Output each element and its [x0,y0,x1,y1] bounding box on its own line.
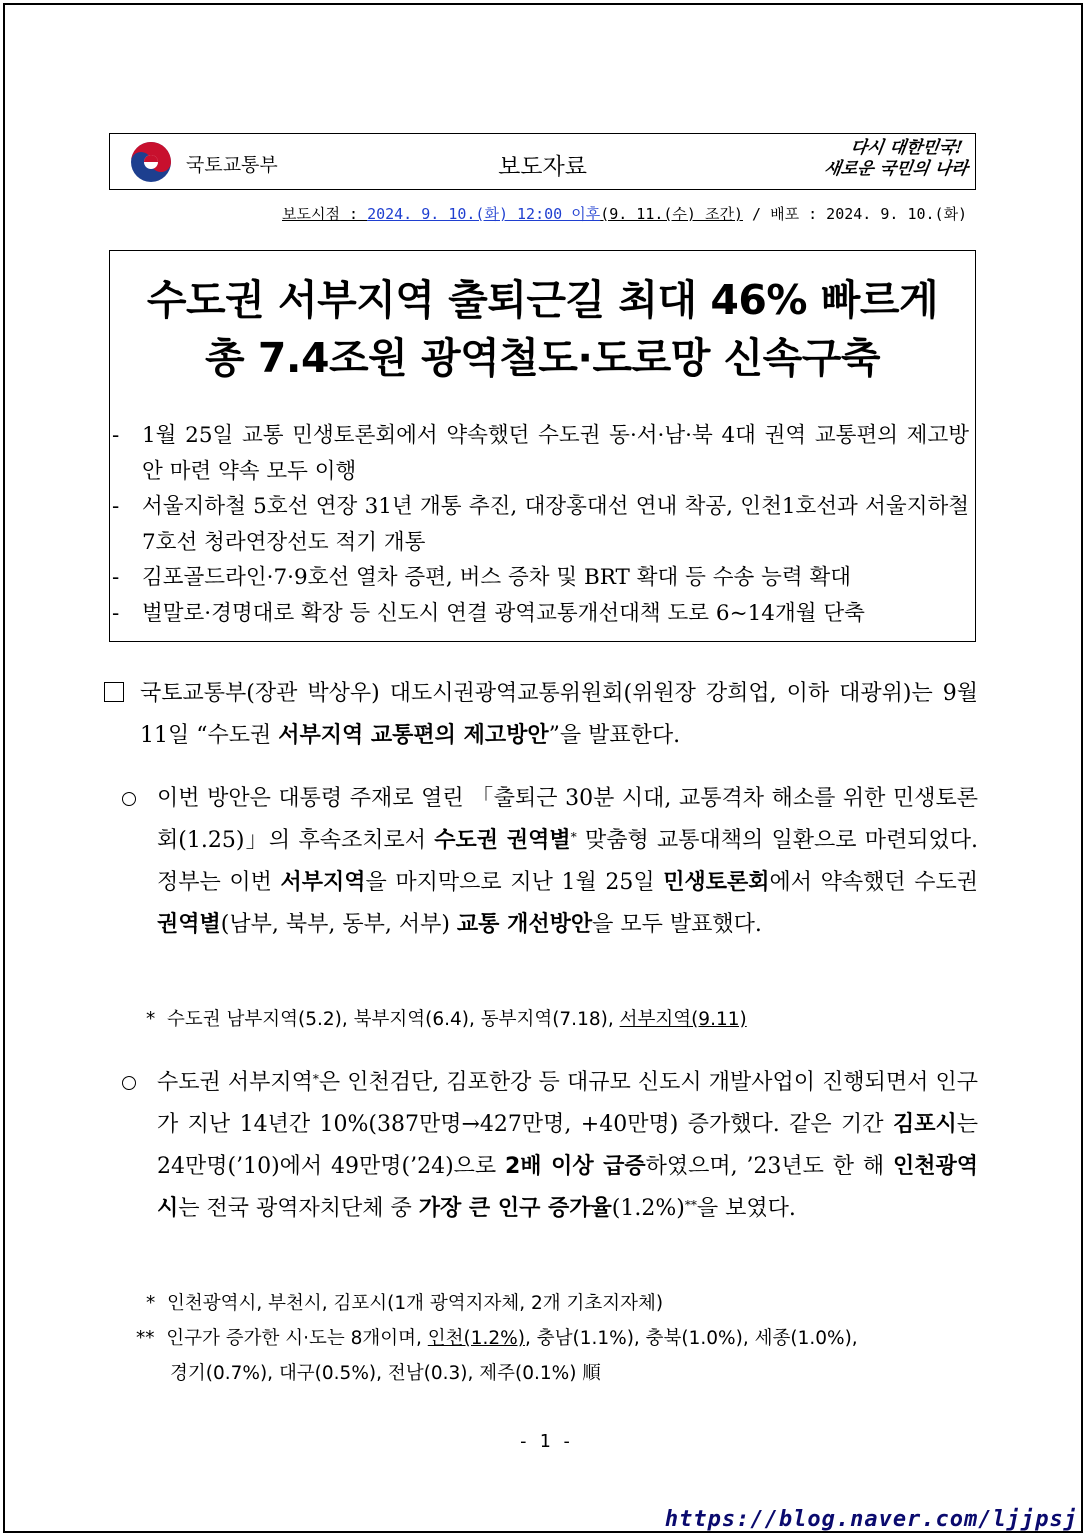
release-info [282,203,972,224]
headline-box [109,250,976,642]
text: 는 전국 광역자치단체 중 [178,1196,419,1221]
text: 수도권 서부지역 [157,1070,313,1095]
bold-text: 가장 큰 인구 증가율 [418,1196,612,1221]
para1-text: 국토교통부(장관 박상우) 대도시권광역교통위원회(위원장 강희업, 이하 대광위)는 9월 11일 “수도권 [140,681,978,748]
text: 에서 약속했던 수도권 [769,870,978,895]
slogan-line-2: 새로운 국민의 나라 [822,159,969,179]
footnote-underlined: 서부지역(9.11) [619,1009,747,1030]
text: 은 인천검단, 김포한강 등 대규모 신도시 개발사업이 진행되면서 인구가 지난 14년간 10%(387만명→427만명, +40만명) 증가했다. 같은 기간 [157,1070,979,1137]
summary-item-text: 벌말로·경명대로 확장 등 신도시 연결 광역교통개선대책 도로 6~14개월 단축 [142,600,865,626]
summary-item: - 1월 25일 교통 민생토론회에서 약속했던 수도권 동·서·남·북 4대 권역 교통편의 제고방안 마련 약속 모두 이행 [112,418,969,489]
bold-text: 김포시 [892,1112,957,1137]
distribution-label: / 배포 : [743,205,827,223]
footnote-mark: ** [684,1198,697,1212]
summary-list [112,418,969,631]
release-sep: : [339,205,368,223]
page-number: - 1 - [517,1431,573,1452]
footnote-underlined: 인천(1.2%) [427,1328,525,1349]
release-label: 보도시점 [282,205,340,223]
headline-line-2: 총 7.4조원 광역철도·도로망 신속구축 [204,334,880,382]
blog-watermark: https://blog.naver.com/ljjpsj [664,1507,1078,1532]
para1-text-end: ”을 발표한다. [548,723,681,748]
distribution-date: 2024. 9. 10.(화) [826,205,968,223]
circle-bullet-icon [122,792,136,806]
summary-item: - 김포골드라인·7·9호선 열차 증편, 버스 증차 및 BRT 확대 등 수송 능력 확대 [112,560,969,596]
ministry-name: 국토교통부 [186,154,278,176]
summary-item-text: 김포골드라인·7·9호선 열차 증편, 버스 증차 및 BRT 확대 등 수송 능력 확대 [142,565,851,590]
bold-text: 교통 개선방안 [456,912,593,937]
bold-text: 민생토론회 [663,870,770,895]
summary-item: - 벌말로·경명대로 확장 등 신도시 연결 광역교통개선대책 도로 6~14개월 단축 [112,596,969,632]
footnote-mark: * [146,1009,156,1030]
doc-type-label: 보도자료 [498,154,587,180]
para1-bold: 서부지역 교통편의 제고방안 [278,723,549,748]
headline [110,271,975,387]
paragraph-background [157,778,978,946]
text: 맞춤형 교통대책의 일환으로 마련되었다. 정부는 이번 [157,828,979,895]
footnote-mark: * [312,1072,319,1086]
footnote-text: , 충남(1.1%), 충북(1.0%), 세종(1.0%), [524,1328,858,1349]
footnote-population-line2: 경기(0.7%), 대구(0.5%), 전남(0.3), 제주(0.1%) 順 [170,1363,601,1384]
bold-text: 서부지역 [280,870,366,895]
bold-text: 수도권 권역별 [434,828,571,853]
release-time: 2024. 9. 10.(화) 12:00 이후 [367,205,601,223]
footnote-mark: ** [136,1328,155,1349]
text: 이번 방안은 대통령 주재로 열린 「출퇴근 30분 시대, 교통격차 해소를 위한 민생토론회(1.25)」의 후속조치로서 [157,786,978,853]
circle-bullet-icon [122,1076,136,1090]
paragraph-population [157,1062,978,1230]
summary-item: - 서울지하철 5호선 연장 31년 개통 추진, 대장홍대선 연내 착공, 인천1호선과 서울지하철 7호선 청라연장선도 적기 개통 [112,489,969,560]
release-paper: (9. 11.(수) 조간) [600,205,743,223]
text: 하였으며, ’23년도 한 해 [645,1154,893,1179]
footnote-mark: * [146,1293,156,1314]
bold-text: 권역별 [157,912,221,937]
summary-item-text: 1월 25일 교통 민생토론회에서 약속했던 수도권 동·서·남·북 4대 권역 교통편의 제고방안 마련 약속 모두 이행 [142,423,969,484]
slogan [770,138,972,180]
text: (1.2%) [611,1196,685,1221]
text: 을 보였다. [696,1196,796,1221]
footnote-mark: * [570,830,577,844]
paragraph-intro [140,673,978,757]
footnote-regions [146,1005,747,1031]
text: 을 모두 발표했다. [592,912,762,937]
square-bullet-icon [104,682,124,702]
text: 는 24만명(’10)에서 49만명(’24)으로 [157,1112,978,1179]
headline-line-1: 수도권 서부지역 출퇴근길 최대 46% 빠르게 [146,276,939,324]
footnote-west-region [146,1289,663,1315]
text: 을 마지막으로 지난 1월 25일 [365,870,664,895]
slogan-line-1: 다시 대한민국! [849,138,964,158]
text: (남부, 북부, 동부, 서부) [220,912,457,937]
bold-text: 2배 이상 급증 [505,1154,646,1179]
summary-item-text: 서울지하철 5호선 연장 31년 개통 추진, 대장홍대선 연내 착공, 인천1호선과 서울지하철 7호선 청라연장선도 적기 개통 [142,494,969,555]
press-header [109,133,976,190]
footnote-population [136,1324,858,1350]
footnote-text: 인천광역시, 부천시, 김포시(1개 광역지자체, 2개 기초지자체) [167,1293,664,1314]
footnote-text: 인구가 증가한 시·도는 8개이며, [166,1328,428,1349]
bold-text: 인천광역시 [157,1154,978,1221]
footnote-text: 수도권 남부지역(5.2), 북부지역(6.4), 동부지역(7.18), [167,1009,620,1030]
